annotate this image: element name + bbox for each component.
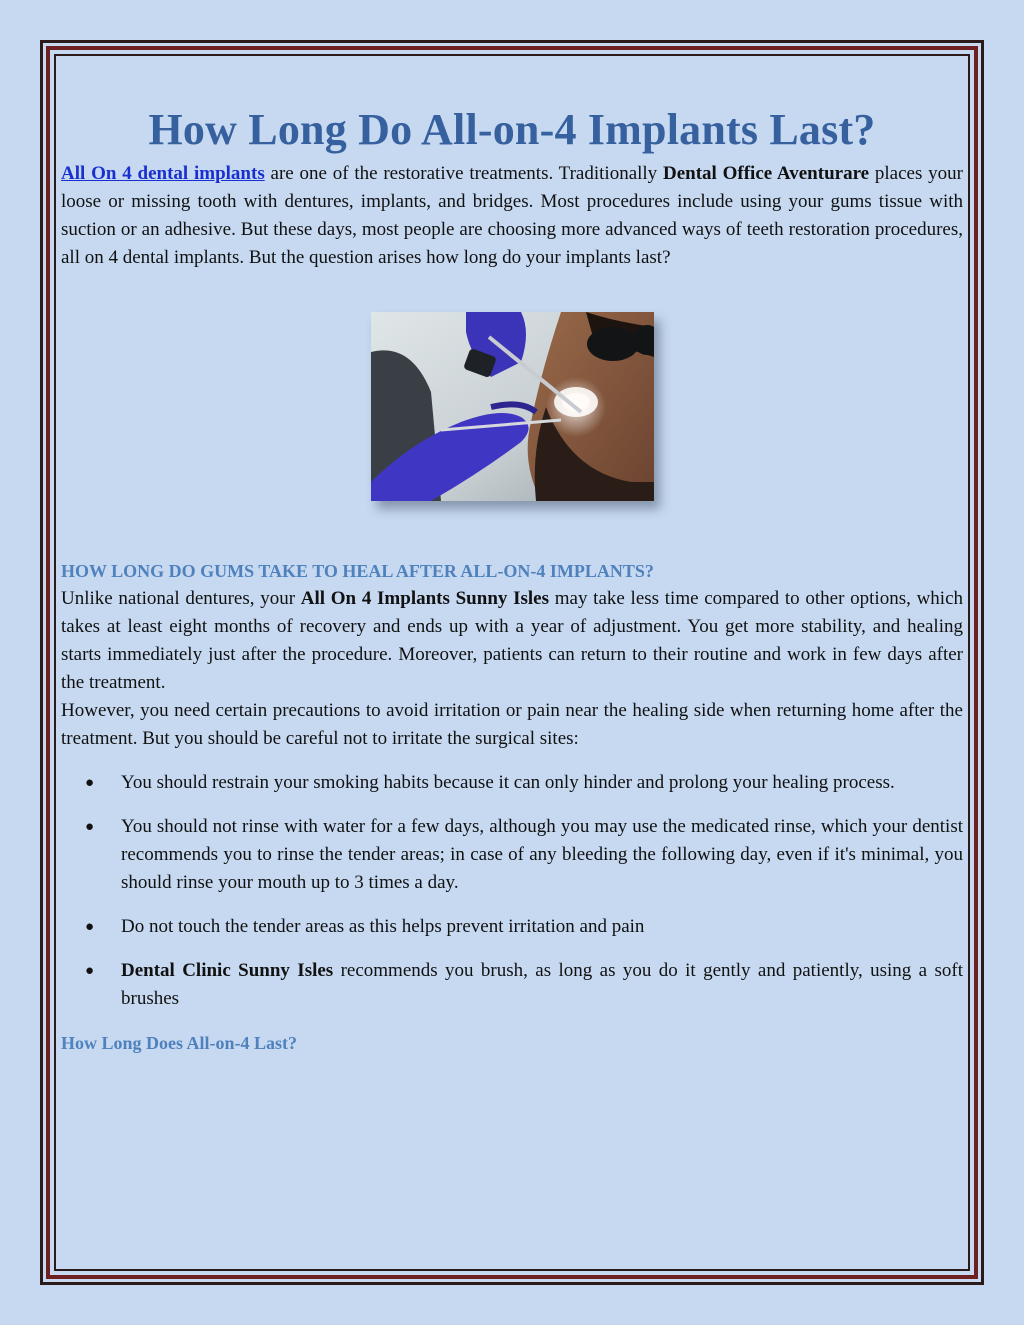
page-title: How Long Do All-on-4 Implants Last?	[148, 105, 876, 154]
all-on-4-link[interactable]: All On 4 dental implants	[61, 163, 265, 184]
intro-paragraph	[61, 160, 963, 272]
dental-clinic-sunny-isles-bold: Dental Clinic Sunny Isles	[121, 960, 334, 981]
bullet-icon: ●	[85, 919, 95, 935]
healing-text-2: may take less time compared to other options, which takes at least eight months of recovery and ends up with a year of adjustment. You get more stability, and healing starts immediately just after the procedure. Moreover, patients can return to their routine and work in few days after the treatment.	[61, 588, 964, 693]
document-content	[61, 100, 963, 1057]
healing-paragraph	[61, 585, 963, 697]
hero-image-wrapper	[61, 312, 963, 501]
list-item-text: recommends you brush, as long as you do it gently and patiently, using a soft brushes	[121, 960, 963, 1009]
dental-office-aventurare-bold: Dental Office Aventurare	[662, 163, 870, 184]
bullet-icon: ●	[85, 775, 95, 791]
all-on-4-sunny-isles-bold: All On 4 Implants Sunny Isles	[300, 588, 550, 609]
intro-text-2: places your loose or missing tooth with dentures, implants, and bridges. Most procedures include using your gums tissue with suction or an adhesive. But these days, most people are choosing more advanced ways of teeth restoration procedures, all on 4 dental implants. But the question arises how long do your implants last?	[61, 163, 963, 268]
list-item	[61, 957, 963, 1013]
heal-section-heading: HOW LONG DO GUMS TAKE TO HEAL AFTER ALL-ON-4 IMPLANTS?	[61, 561, 654, 581]
bullet-icon: ●	[85, 819, 95, 835]
precautions-list	[61, 769, 963, 1013]
dental-exam-photo	[371, 312, 654, 501]
precautions-paragraph: However, you need certain precautions to avoid irritation or pain near the healing side when returning home after the treatment. But you should be careful not to irritate the surgical sites:	[61, 700, 963, 749]
last-section-heading: How Long Does All-on-4 Last?	[61, 1033, 298, 1053]
bullet-icon: ●	[85, 963, 95, 979]
list-item-text: You should restrain your smoking habits because it can only hinder and prolong your healing process.	[121, 772, 895, 793]
healing-text-1: Unlike national dentures, your	[61, 588, 301, 609]
list-item-text: Do not touch the tender areas as this helps prevent irritation and pain	[121, 916, 645, 937]
list-item	[61, 813, 963, 897]
list-item	[61, 913, 963, 941]
intro-text-1: are one of the restorative treatments. Traditionally	[264, 163, 663, 184]
list-item-text: You should not rinse with water for a few days, although you may use the medicated rinse, which your dentist recommends you to rinse the tender areas; in case of any bleeding the following day, even if it's minimal, you should rinse your mouth up to 3 times a day.	[121, 816, 963, 893]
list-item	[61, 769, 963, 797]
